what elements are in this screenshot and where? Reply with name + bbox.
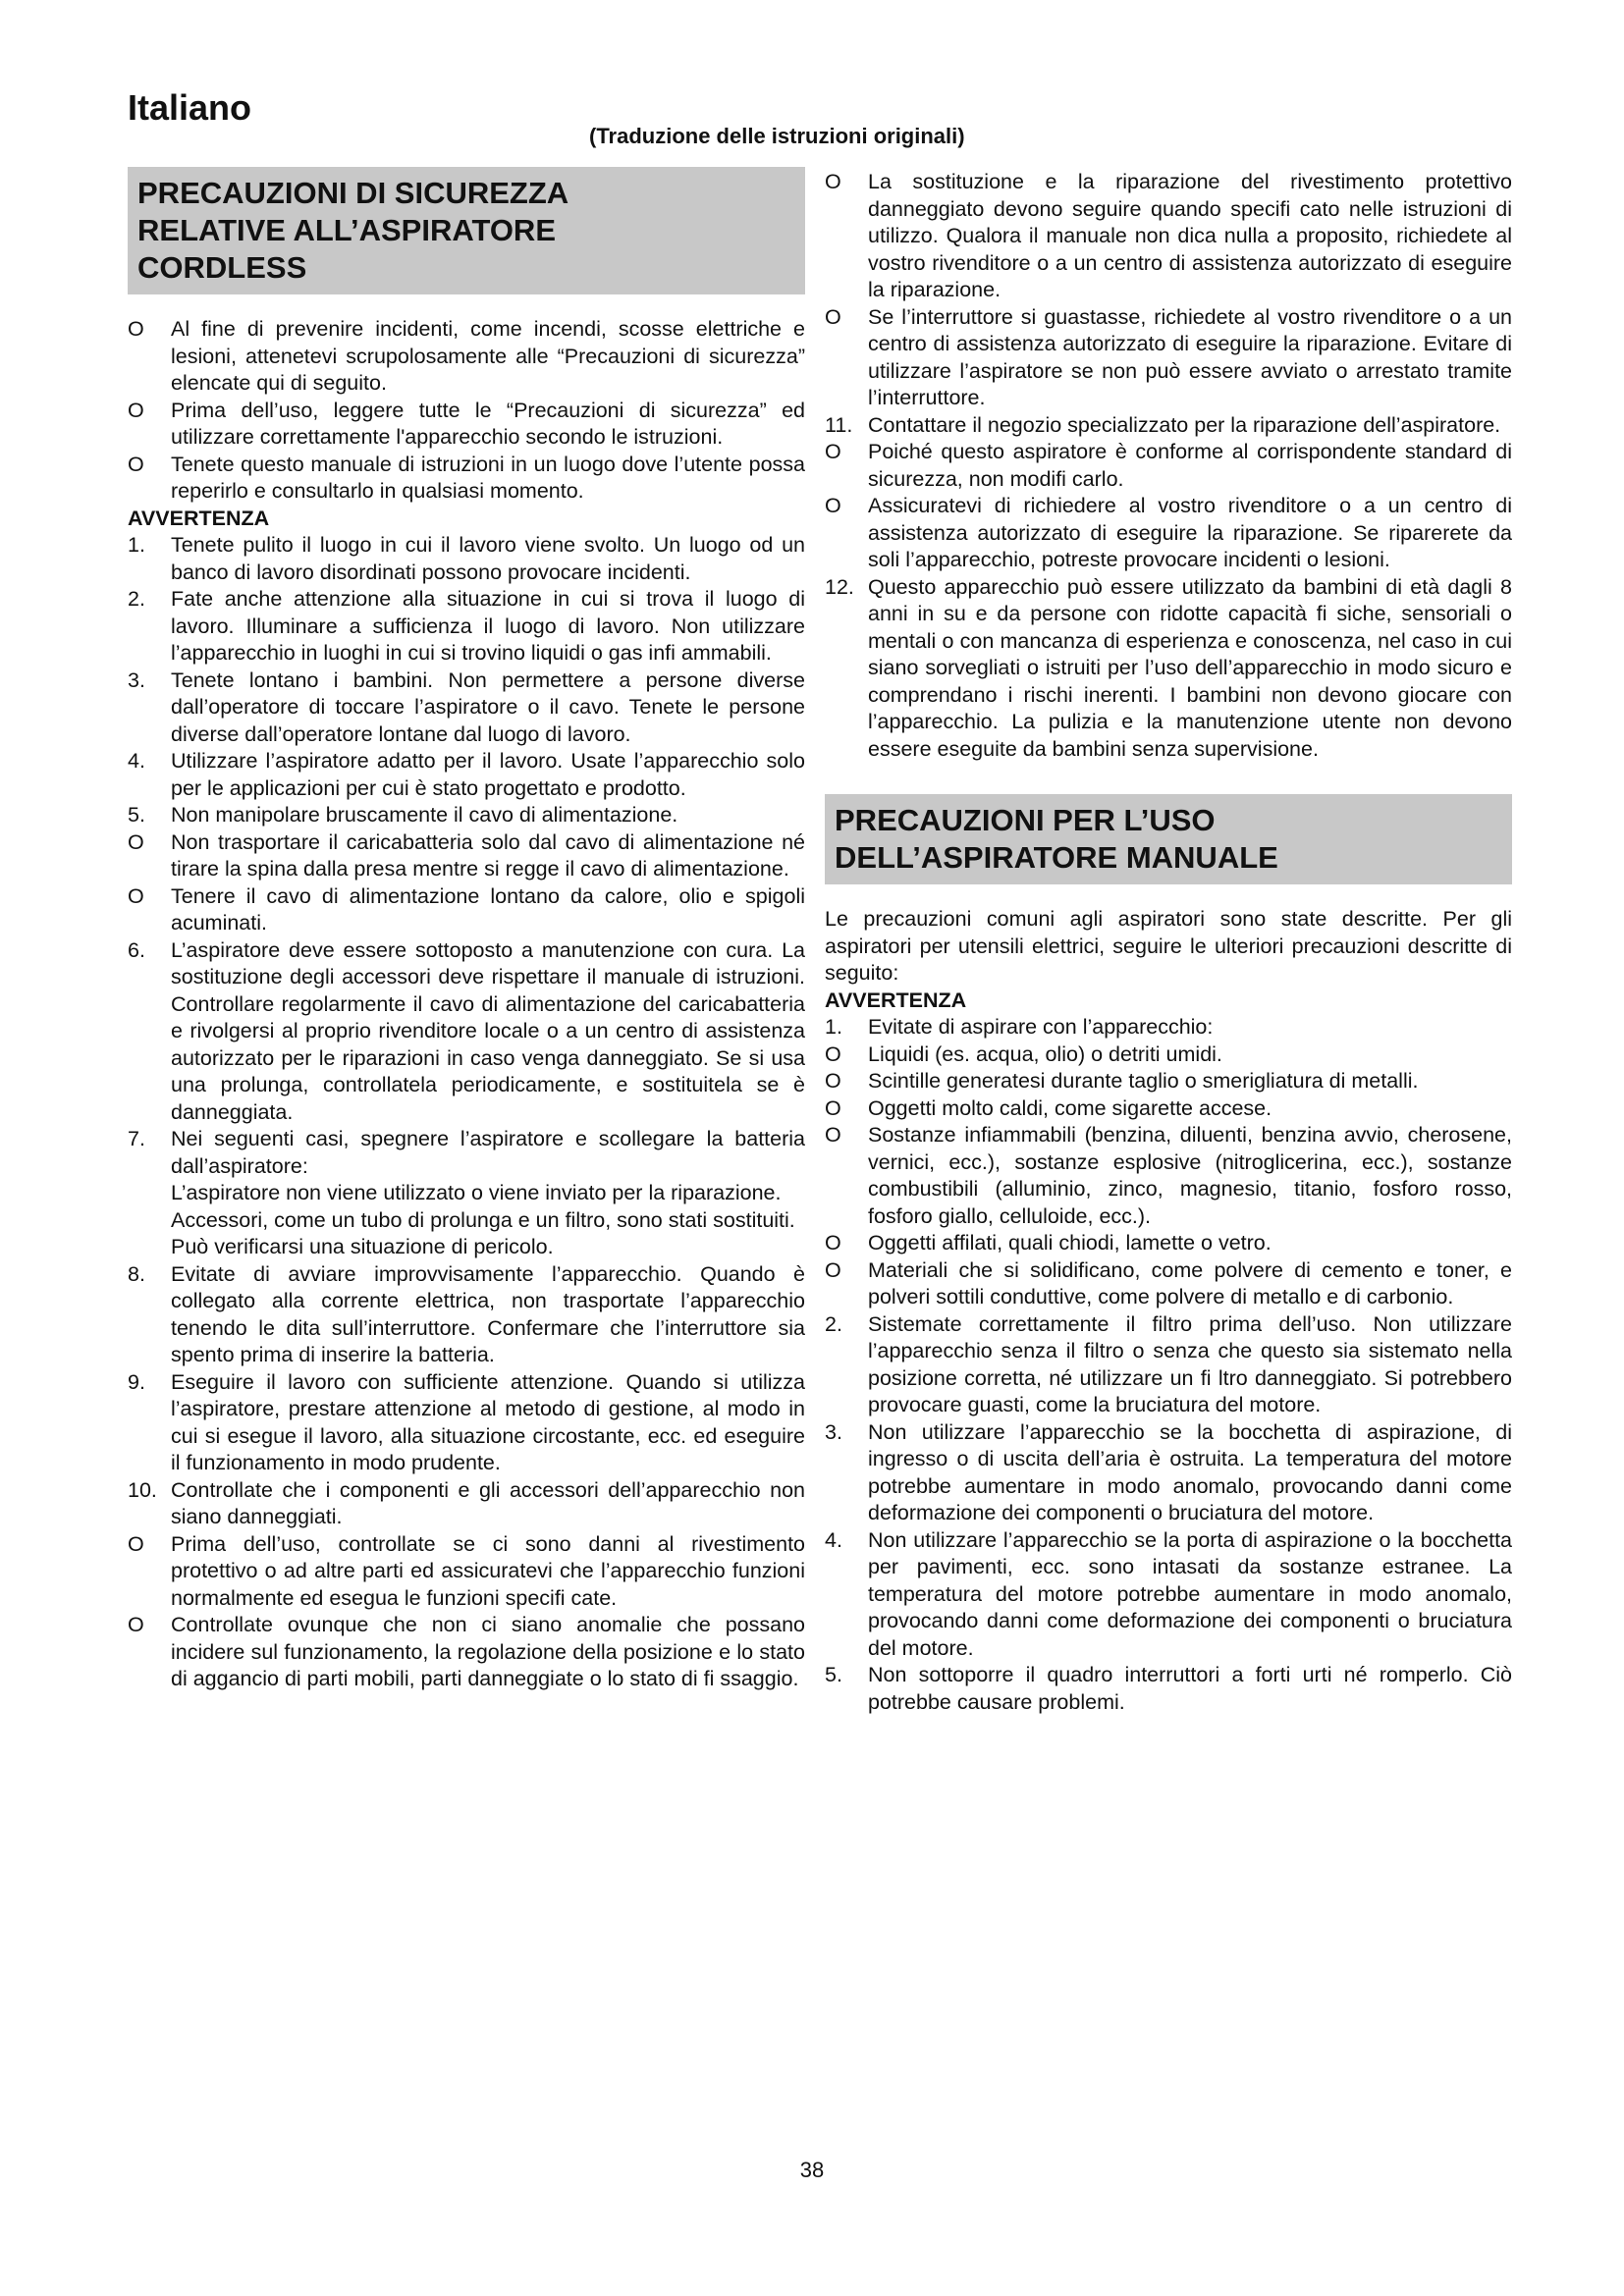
item-text: Materiali che si solidificano, come polvere di cemento e toner, e polveri sottili conduttive, come polvere di metallo e di carbonio. <box>868 1257 1512 1308</box>
intro-list <box>128 316 805 506</box>
item-paragraph: Evitate di avviare improvvisamente l’apparecchio. Quando è collegato alla corrente elettrica, non trasportate l’apparecchio tenendo le dita sull’interruttore. Confermare che l’interruttore sia spento prima di inserire la batteria. <box>171 1261 805 1366</box>
item-marker: O <box>825 494 841 517</box>
list-item <box>128 1126 805 1261</box>
item-paragraph: Utilizzare l’aspiratore adatto per il lavoro. Usate l’apparecchio solo per le applicazioni per cui è stato progettato e prodotto. <box>171 749 805 800</box>
item-text: Se l’interruttore si guastasse, richiedete al vostro rivenditore o a un centro di assistenza autorizzato di eseguire la riparazione. Evitare di utilizzare l’aspiratore se non può essere avviato o arrestato tramite l’interruttore. <box>868 304 1512 409</box>
item-marker: O <box>825 1041 841 1066</box>
list-item <box>128 829 805 883</box>
list-item <box>128 1612 805 1693</box>
warning-list <box>825 1014 1512 1716</box>
item-text: La sostituzione e la riparazione del rivestimento protettivo danneggiato devono seguire quando specifi cato nelle istruzioni di utilizzo. Qualora il manuale non dica nulla a proposito, richiedete al vostro rivenditore o a un centro di assistenza autorizzato di eseguire la riparazione. <box>868 170 1512 301</box>
item-marker: O <box>825 1231 841 1255</box>
section-heading-cordless <box>128 167 805 294</box>
item-marker: 8. <box>128 1261 145 1286</box>
item-paragraph: Controllate che i componenti e gli accessori dell’apparecchio non siano danneggiati. <box>171 1477 805 1528</box>
item-paragraph: Controllate ovunque che non ci siano anomalie che possano incidere sul funzionamento, la regolazione della posizione e lo stato di aggancio di parti mobili, parti danneggiate o lo stato di fi ssaggio. <box>171 1613 805 1690</box>
list-item <box>128 1477 805 1531</box>
item-text <box>171 1612 805 1693</box>
item-marker: 1. <box>825 1015 842 1039</box>
item-text: Al fine di prevenire incidenti, come incendi, scosse elettriche e lesioni, attenetevi scrupolosamente alle “Precauzioni di sicurezza” elencate qui di seguito. <box>171 317 805 395</box>
item-marker: O <box>128 883 144 908</box>
item-text: Tenete questo manuale di istruzioni in un luogo dove l’utente possa reperirlo e consultarlo in qualsiasi momento. <box>171 452 805 503</box>
item-paragraph: Non trasportare il caricabatteria solo dal cavo di alimentazione né tirare la spina dalla presa mentre si regge il cavo di alimentazione. <box>171 829 805 881</box>
warning-label: AVVERTENZA <box>825 988 967 1012</box>
list-item <box>128 532 805 586</box>
list-item <box>825 1527 1512 1663</box>
item-text: Contattare il negozio specializzato per la riparazione dell’aspiratore. <box>868 412 1501 437</box>
item-marker: O <box>825 1069 841 1093</box>
item-marker: O <box>825 304 841 329</box>
list-item <box>825 574 1512 764</box>
left-column <box>128 167 805 1693</box>
list-item <box>825 1311 1512 1419</box>
item-marker: 4. <box>128 749 145 773</box>
item-marker: 7. <box>128 1127 145 1150</box>
subtitle: (Traduzione delle istruzioni originali) <box>589 124 965 148</box>
item-marker: O <box>825 440 841 463</box>
item-text <box>171 802 805 829</box>
item-text <box>171 1369 805 1477</box>
item-text <box>171 883 805 937</box>
item-marker: O <box>128 1531 144 1556</box>
heading-line: PRECAUZIONI DI SICUREZZA <box>137 176 569 210</box>
item-text <box>171 586 805 667</box>
item-paragraph: Non manipolare bruscamente il cavo di alimentazione. <box>171 803 678 827</box>
item-text: Non utilizzare l’apparecchio se la porta di aspirazione o la bocchetta per pavimenti, ecc. sono intasati da sostanze estranee. La temperatura del motore potrebbe aumentare in modo anomalo, provocando danni come deformazione dei componenti o bruciatura del motore. <box>868 1527 1512 1660</box>
item-text <box>171 667 805 749</box>
heading-line: DELL’ASPIRATORE MANUALE <box>835 840 1278 875</box>
item-text <box>171 937 805 1127</box>
item-paragraph: Tenere il cavo di alimentazione lontano da calore, olio e spigoli acuminati. <box>171 883 805 934</box>
item-text <box>171 1261 805 1369</box>
list-item <box>128 1531 805 1613</box>
bullet-marker: O <box>128 452 144 476</box>
item-text: Non sottoporre il quadro interruttori a forti urti né romperlo. Ciò potrebbe causare problemi. <box>868 1663 1512 1714</box>
item-paragraph: Accessori, come un tubo di prolunga e un filtro, sono stati sostituiti. <box>171 1207 795 1232</box>
list-item <box>825 1041 1512 1069</box>
list-item <box>825 412 1512 440</box>
list-item <box>825 1014 1512 1041</box>
item-text: Oggetti affilati, quali chiodi, lamette o vetro. <box>868 1231 1272 1255</box>
item-marker: 12. <box>825 574 854 599</box>
item-paragraph: L’aspiratore deve essere sottoposto a manutenzione con cura. La sostituzione degli accessori deve rispettare il manuale di istruzioni. Controllare regolarmente il cavo di alimentazione del caricabatteria e rivolgersi al proprio rivenditore locale o a un centro di assistenza autorizzato per le riparazioni in caso venga danneggiato. Se si usa una prolunga, controllatela periodicamente, e sostituitela se è danneggiata. <box>171 937 805 1124</box>
list-item <box>128 748 805 802</box>
item-marker: 5. <box>128 803 145 827</box>
item-marker: O <box>825 1095 841 1120</box>
item-text <box>171 748 805 802</box>
item-text: Liquidi (es. acqua, olio) o detriti umidi. <box>868 1041 1222 1066</box>
item-marker: 4. <box>825 1527 842 1552</box>
item-text: Sistemate correttamente il filtro prima dell’uso. Non utilizzare l’apparecchio senza il filtro o senza che questo sia sistemato nella posizione corretta, né utilizzare un fi ltro danneggiato. Si potrebbero provocare guasti, come la bruciatura del motore. <box>868 1311 1512 1416</box>
item-text: Scintille generatesi durante taglio o smerigliatura di metalli. <box>868 1069 1419 1093</box>
list-item <box>825 1068 1512 1095</box>
list-item <box>128 398 805 452</box>
item-text: Non utilizzare l’apparecchio se la bocchetta di aspirazione, di ingresso o di uscita dell’aria è ostruita. La temperatura del motore potrebbe aumentare in modo anomalo, provocando danni come deformazione dei componenti o bruciatura del motore. <box>868 1419 1512 1524</box>
right-column <box>825 169 1512 1716</box>
item-marker: O <box>825 1257 841 1282</box>
item-text <box>171 1531 805 1613</box>
item-marker: O <box>128 829 144 854</box>
list-item <box>128 937 805 1127</box>
list-item <box>128 1261 805 1369</box>
item-marker: 3. <box>128 667 145 692</box>
item-text: Oggetti molto caldi, come sigarette accese. <box>868 1095 1272 1120</box>
item-text <box>171 829 805 883</box>
list-item <box>128 452 805 506</box>
item-marker: O <box>128 1613 144 1636</box>
section-heading-manual <box>825 794 1512 884</box>
list-item <box>128 802 805 829</box>
item-paragraph: Tenete lontano i bambini. Non permettere a persone diverse dall’operatore di toccare l’aspiratore o il cavo. Tenete le persone diverse dall’operatore lontane dal luogo di lavoro. <box>171 667 805 746</box>
list-item <box>825 304 1512 412</box>
item-marker: O <box>825 170 841 193</box>
item-marker: 11. <box>825 412 853 437</box>
item-paragraph: Fate anche attenzione alla situazione in cui si trova il luogo di lavoro. Illuminare a sufficienza il luogo di lavoro. Non utilizzare l’apparecchio in luoghi in cui si trovino liquidi o gas infi ammabili. <box>171 587 805 665</box>
item-paragraph: L’aspiratore non viene utilizzato o viene inviato per la riparazione. <box>171 1181 782 1204</box>
item-text: Questo apparecchio può essere utilizzato da bambini di età dagli 8 anni in su e da persone con ridotte capacità fi siche, sensoriali o mentali o con mancanza di esperienza e conoscenza, nel caso in cui siano sorvegliati o istruiti per l’uso dell’apparecchio in modo sicuro e comprendano i rischi inerenti. I bambini non devono giocare con l’apparecchio. La pulizia e la manutenzione utente non devono essere eseguite da bambini senza supervisione. <box>868 574 1512 761</box>
warning-label: AVVERTENZA <box>128 506 270 530</box>
item-text: Poiché questo aspiratore è conforme al corrispondente standard di sicurezza, non modifi carlo. <box>868 440 1512 491</box>
item-text <box>171 1126 805 1261</box>
list-item <box>128 1369 805 1477</box>
item-paragraph: Eseguire il lavoro con sufficiente attenzione. Quando si utilizza l’aspiratore, prestare attenzione al metodo di gestione, al modo in cui si esegue il lavoro, alla situazione circostante, ecc. ed eseguire il funzionamento in modo prudente. <box>171 1369 805 1474</box>
item-paragraph: Prima dell’uso, controllate se ci sono danni al rivestimento protettivo o ad altre parti ed assicuratevi che l’apparecchio funzioni normalmente ed esegua le funzioni specifi cate. <box>171 1531 805 1610</box>
list-item <box>128 586 805 667</box>
bullet-marker: O <box>128 398 144 422</box>
item-marker: O <box>825 1123 841 1147</box>
list-item <box>825 493 1512 574</box>
list-item <box>128 883 805 937</box>
item-text <box>171 1477 805 1531</box>
bullet-marker: O <box>128 317 144 341</box>
item-text: Prima dell’uso, leggere tutte le “Precauzioni di sicurezza” ed utilizzare correttamente l'apparecchio secondo le istruzioni. <box>171 398 805 449</box>
page-number: 38 <box>799 2158 825 2182</box>
item-text: Evitate di aspirare con l’apparecchio: <box>868 1015 1214 1039</box>
section-intro: Le precauzioni comuni agli aspiratori sono state descritte. Per gli aspiratori per utensili elettrici, seguire le ulteriori precauzioni descritte di seguito: <box>825 907 1512 985</box>
list-item <box>825 169 1512 304</box>
item-paragraph: Tenete pulito il luogo in cui il lavoro viene svolto. Un luogo od un banco di lavoro disordinati possono provocare incidenti. <box>171 533 805 584</box>
language-title: Italiano <box>128 87 252 128</box>
item-marker: 3. <box>825 1419 842 1444</box>
list-item <box>128 316 805 398</box>
list-item <box>825 1230 1512 1257</box>
item-marker: 6. <box>128 937 145 962</box>
list-item <box>825 1662 1512 1716</box>
list-item <box>825 1257 1512 1311</box>
continued-list <box>825 169 1512 763</box>
item-paragraph: Può verificarsi una situazione di pericolo. <box>171 1235 554 1258</box>
heading-line: PRECAUZIONI PER L’USO <box>835 803 1216 837</box>
item-marker: 9. <box>128 1369 145 1394</box>
item-marker: 2. <box>825 1311 842 1336</box>
item-marker: 1. <box>128 533 145 557</box>
list-item <box>825 1122 1512 1230</box>
item-text: Sostanze infiammabili (benzina, diluenti, benzina avvio, cherosene, vernici, ecc.), sostanze esplosive (nitroglicerina, ecc.), sostanze combustibili (alluminio, zinco, magnesio, titanio, fosforo rosso, fosforo giallo, celluloide, ecc.). <box>868 1123 1512 1228</box>
heading-line: CORDLESS <box>137 250 307 285</box>
list-item <box>825 1419 1512 1527</box>
list-item <box>128 667 805 749</box>
item-marker: 5. <box>825 1663 842 1686</box>
item-marker: 2. <box>128 587 145 611</box>
item-marker: 10. <box>128 1477 157 1502</box>
list-item <box>825 439 1512 493</box>
warning-list <box>128 532 805 1693</box>
item-text <box>171 532 805 586</box>
heading-line: RELATIVE ALL’ASPIRATORE <box>137 213 556 247</box>
item-text: Assicuratevi di richiedere al vostro rivenditore o a un centro di assistenza autorizzato di eseguire la riparazione. Se riparerete da soli l’apparecchio, potreste provocare incidenti o lesioni. <box>868 494 1512 571</box>
list-item <box>825 1095 1512 1123</box>
item-paragraph: Nei seguenti casi, spegnere l’aspiratore e scollegare la batteria dall’aspiratore: <box>171 1127 805 1178</box>
